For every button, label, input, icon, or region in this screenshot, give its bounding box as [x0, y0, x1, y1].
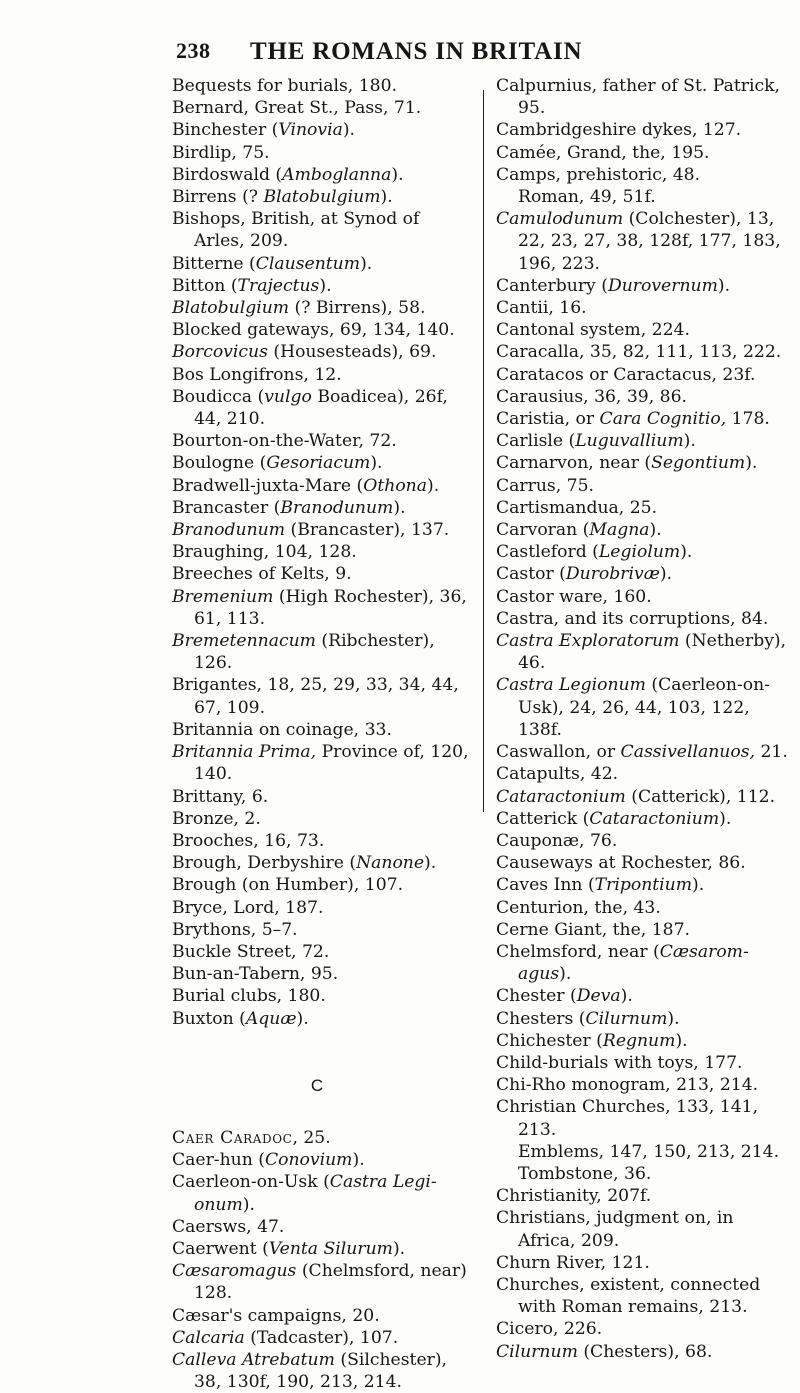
entry-italic-text: Nanone [356, 853, 425, 874]
entry-text: Cambridgeshire dykes, 127. [496, 120, 742, 141]
index-entry [172, 541, 472, 563]
entry-text: Bronze, 2. [172, 808, 261, 829]
entry-text: Bradwell-juxta-Mare ( [172, 475, 364, 496]
entry-italic-text: Durovernum [607, 275, 718, 296]
index-entry [496, 897, 796, 919]
index-entry [172, 941, 472, 963]
entry-italic-text: Cæsaromagus [172, 1261, 297, 1282]
entry-text: Carausius, 36, 39, 86. [496, 386, 687, 407]
entry-text: Bishops, British, at Synod of Arles, 209. [172, 209, 420, 252]
entry-italic-text: Bremetennacum [172, 631, 316, 652]
index-entry [496, 1185, 796, 1207]
entry-text: Camps, prehistoric, 48. [496, 164, 701, 185]
index-entry [172, 519, 472, 541]
index-entry [172, 808, 472, 830]
entry-text: Province of, 120, 140. [194, 742, 469, 785]
index-entry [496, 563, 796, 585]
entry-text: Tombstone, 36. [518, 1163, 652, 1184]
index-entry [496, 1074, 796, 1096]
entry-text: Cicero, 226. [496, 1319, 603, 1340]
entry-text: Castleford ( [496, 542, 599, 563]
index-entry [172, 319, 472, 341]
entry-text: Catapults, 42. [496, 764, 619, 785]
entry-text: Caer Caradoc [172, 1127, 293, 1148]
index-entry [496, 1030, 796, 1052]
entry-italic-text: Vinovia [278, 120, 343, 141]
index-entries-c [172, 1127, 472, 1393]
index-entry [172, 475, 472, 497]
entry-text: Britannia on coinage, 33. [172, 719, 392, 740]
entry-text: ). [393, 497, 406, 518]
entry-text: Calpurnius, father of St. Patrick, 95. [496, 76, 780, 119]
entry-text: Birdoswald ( [172, 164, 283, 185]
entry-text: ). [391, 164, 404, 185]
entry-text: ). [680, 542, 693, 563]
index-entry [172, 253, 472, 275]
index-entry [496, 830, 796, 852]
entry-text: Chelmsford, near ( [496, 941, 660, 962]
index-entry [172, 786, 472, 808]
page-number: 238 [176, 38, 211, 63]
entry-text: (Brancaster), 137. [285, 520, 450, 541]
entry-text: Boadicea), 26f, 44, 210. [194, 386, 448, 430]
entry-italic-text: Castra Legi-onum [194, 1172, 437, 1215]
entry-text: Breeches of Kelts, 9. [172, 564, 352, 585]
index-column-right [496, 75, 796, 1363]
index-entry [172, 430, 472, 452]
entry-text: 21. [754, 742, 788, 763]
entry-text: Cantii, 16. [496, 298, 587, 319]
entry-italic-text: Durobrivæ [565, 564, 660, 585]
entry-text: Caves Inn ( [496, 875, 595, 896]
index-entry [172, 1260, 472, 1304]
index-entry [496, 608, 796, 630]
entry-text: Burial clubs, 180. [172, 986, 326, 1007]
index-entry [172, 186, 472, 208]
entry-text: ). [380, 187, 393, 208]
entry-text: Brancaster ( [172, 497, 281, 518]
entry-text: Cæsar's campaigns, 20. [172, 1305, 380, 1326]
index-entry [172, 1305, 472, 1327]
entry-italic-text: Legiolum [598, 542, 681, 563]
index-entry [496, 430, 796, 452]
entry-text: Churches, existent, connected with Roman remains, 213. [496, 1274, 761, 1318]
index-entry [496, 1141, 796, 1163]
entry-text: Bos Longifrons, 12. [172, 364, 342, 385]
entry-text: Emblems, 147, 150, 213, 214. [518, 1141, 780, 1162]
entry-text: ). [242, 1194, 255, 1215]
index-entry [172, 1127, 472, 1149]
index-entry [496, 808, 796, 830]
entry-text: ). [296, 1008, 309, 1029]
entry-text: Caer-hun ( [172, 1150, 265, 1171]
entry-italic-text: Camulodunum [496, 209, 624, 230]
entry-italic-text: Britannia Prima, [172, 742, 317, 763]
entry-text: Castor ware, 160. [496, 586, 652, 607]
entry-italic-text: Castra Exploratorum [496, 631, 680, 652]
entry-text: ). [559, 964, 572, 985]
index-entry [496, 408, 796, 430]
entry-italic-text: Calleva Atrebatum [172, 1349, 335, 1370]
entry-italic-text: Blatobulgium [263, 187, 381, 208]
entry-text: Caerleon-on-Usk ( [172, 1172, 330, 1193]
index-entry [172, 1216, 472, 1238]
index-entry [496, 119, 796, 141]
entry-italic-text: Cataractonium [496, 786, 626, 807]
index-entry [496, 1052, 796, 1074]
index-entry [172, 341, 472, 363]
index-entry [496, 763, 796, 785]
index-entry [172, 119, 472, 141]
entry-text: Brooches, 16, 73. [172, 830, 325, 851]
index-entry [496, 1341, 796, 1363]
entry-text: Roman, 49, 51f. [518, 187, 656, 208]
entry-text: Christian Churches, 133, 141, 213. [496, 1097, 759, 1140]
entry-text: (Catterick), 112. [625, 786, 776, 807]
index-entry [496, 452, 796, 474]
entry-text: ). [675, 1030, 688, 1051]
entry-italic-text: Castra Legionum [496, 675, 646, 696]
index-entry [172, 897, 472, 919]
entry-italic-text: Bremenium [172, 586, 274, 607]
index-entry [496, 75, 796, 119]
index-entry [496, 919, 796, 941]
entry-text: Chichester ( [496, 1030, 603, 1051]
entry-text: ). [352, 1150, 365, 1171]
index-entry [496, 1318, 796, 1340]
entry-italic-text: Regnum [602, 1030, 676, 1051]
index-entry [172, 563, 472, 585]
entry-text: Carvoran ( [496, 520, 590, 541]
entry-text: (Netherby), 46. [518, 631, 787, 674]
index-entry [496, 541, 796, 563]
entry-text: Churn River, 121. [496, 1252, 650, 1273]
index-entry [172, 874, 472, 896]
entry-italic-text: Cataractonium [589, 808, 720, 829]
index-entry [172, 497, 472, 519]
index-entry [172, 586, 472, 630]
index-entry [172, 1238, 472, 1260]
entry-text: ). [667, 1008, 680, 1029]
entry-text: (Housesteads), 69. [267, 342, 437, 363]
entry-text: Carlisle ( [496, 431, 576, 452]
entry-text: ). [649, 520, 662, 541]
entry-italic-text: Othona [363, 475, 427, 496]
entry-text: Brittany, 6. [172, 786, 269, 807]
index-entry [172, 852, 472, 874]
entry-italic-text: Luguvallium [575, 431, 684, 452]
entry-text: (Caerleon-on-Usk), 24, 26, 44, 103, 122, 138f. [518, 675, 770, 740]
index-entry [172, 674, 472, 718]
entry-text: (Chelmsford, near) 128. [194, 1261, 467, 1304]
entry-text: (Ribchester), 126. [194, 631, 435, 674]
index-entry [496, 497, 796, 519]
entry-text: Brough (on Humber), 107. [172, 875, 404, 896]
entry-text: ). [426, 475, 440, 496]
entry-text: Carrus, 75. [496, 475, 594, 496]
index-entry [172, 364, 472, 386]
entry-italic-text: Gesoriacum [266, 453, 371, 474]
entry-italic-text: Magna [589, 520, 650, 541]
entry-text: Cantonal system, 224. [496, 320, 690, 341]
entry-italic-text: Branodunum [172, 520, 286, 541]
index-entry [496, 341, 796, 363]
entry-text: Chi-Rho monogram, 213, 214. [496, 1075, 759, 1096]
column-divider [483, 90, 484, 812]
index-entry [172, 275, 472, 297]
entry-italic-text: Venta Silurum [268, 1238, 393, 1259]
entry-text: Christians, judgment on, in Africa, 209. [496, 1208, 734, 1251]
index-entry [496, 186, 796, 208]
entry-italic-text: Calcaria [172, 1327, 245, 1348]
index-entry [172, 142, 472, 164]
entry-text: (Colchester), 13, 22, 23, 27, 38, 128f, 177, 183, 196, 223. [518, 209, 781, 274]
entry-italic-text: Blatobulgium [172, 298, 290, 319]
entry-text: Causeways at Rochester, 86. [496, 853, 746, 874]
entry-text: Birrens (? [172, 187, 264, 208]
entry-text: Caswallon, or [496, 742, 621, 763]
entry-text: Bernard, Great St., Pass, 71. [172, 98, 422, 119]
entry-text: Brythons, 5–7. [172, 919, 298, 940]
index-entry [496, 874, 796, 896]
entry-text: Caerwent ( [172, 1238, 269, 1259]
entry-text: Bryce, Lord, 187. [172, 897, 324, 918]
index-entry [172, 1149, 472, 1171]
entry-text: Centurion, the, 43. [496, 897, 661, 918]
entry-text: ). [719, 808, 732, 829]
index-entry [496, 364, 796, 386]
entry-text: (? Birrens), 58. [289, 298, 426, 319]
entry-italic-text: Cara Cognitio, [599, 409, 727, 430]
entry-text: Bourton-on-the-Water, 72. [172, 431, 397, 452]
entry-text: ). [717, 275, 731, 296]
index-entry [496, 142, 796, 164]
entry-text: Castra, and its corruptions, 84. [496, 608, 769, 629]
entry-italic-text: Borcovicus [172, 342, 268, 363]
entry-italic-text: Clausentum [255, 253, 361, 274]
entry-text: Cauponæ, 76. [496, 830, 618, 851]
entry-text: Chester ( [496, 986, 577, 1007]
entry-italic-text: Aquæ [245, 1008, 297, 1029]
index-column-left [172, 75, 472, 1393]
index-entry [496, 674, 796, 741]
entry-text: Brigantes, 18, 25, 29, 33, 34, 44, 67, 109. [172, 675, 459, 718]
index-entry [172, 75, 472, 97]
index-entry [172, 719, 472, 741]
index-entry [172, 452, 472, 474]
entry-text: Canterbury ( [496, 275, 608, 296]
entry-text: , 25. [292, 1127, 331, 1148]
index-entries-b [172, 75, 472, 1030]
index-entry [172, 208, 472, 252]
entry-text: Bun-an-Tabern, 95. [172, 964, 339, 985]
index-entry [496, 519, 796, 541]
index-entry [496, 208, 796, 275]
entry-text: Caristia, or [496, 409, 600, 430]
entry-text: ). [424, 853, 437, 874]
entry-italic-text: Tripontium [594, 875, 693, 896]
section-letter: C [310, 1075, 324, 1095]
index-entry [496, 475, 796, 497]
entry-italic-text: Cilurnum [496, 1341, 578, 1362]
entry-text: Cartismandua, 25. [496, 497, 658, 518]
entry-text: ). [319, 275, 332, 296]
index-entry [172, 963, 472, 985]
entry-text: Buxton ( [172, 1008, 246, 1029]
entry-text: Caratacos or Caractacus, 23f. [496, 364, 756, 385]
index-entry [172, 1327, 472, 1349]
entry-text: ). [370, 453, 383, 474]
entry-text: Brough, Derbyshire ( [172, 853, 357, 874]
index-entry [172, 630, 472, 674]
index-entry [172, 741, 472, 785]
entry-text: Bequests for burials, 180. [172, 76, 397, 96]
entry-text: ). [360, 253, 373, 274]
index-entry [496, 741, 796, 763]
index-entry [496, 1008, 796, 1030]
index-entry [496, 1252, 796, 1274]
entry-text: Caracalla, 35, 82, 111, 113, 222. [496, 342, 782, 363]
index-entry [496, 586, 796, 608]
entry-text: Castor ( [496, 564, 566, 585]
entry-text: (High Rochester), 36, 61, 113. [194, 586, 467, 629]
index-entry [496, 630, 796, 674]
entry-text: 178. [726, 409, 770, 430]
index-entry [172, 985, 472, 1007]
entry-italic-text: Cæsarom-agus [518, 941, 749, 985]
entry-text: ). [692, 875, 705, 896]
index-entry [496, 852, 796, 874]
entry-italic-text: Amboglanna [282, 164, 392, 185]
entry-text: Boulogne ( [172, 453, 267, 474]
entry-text: Camée, Grand, the, 195. [496, 142, 710, 163]
index-entry [496, 275, 796, 297]
index-entry [496, 1096, 796, 1140]
entry-text: ). [745, 453, 758, 474]
entry-text: (Chesters), 68. [577, 1341, 713, 1362]
running-header [0, 38, 800, 70]
entry-italic-text: vulgo [264, 386, 312, 407]
entry-text: Caersws, 47. [172, 1216, 285, 1237]
entry-italic-text: Branodunum [280, 497, 394, 518]
entry-italic-text: Deva [576, 986, 621, 1007]
index-entry [172, 97, 472, 119]
entry-italic-text: Trajectus [237, 275, 320, 296]
index-entry [496, 941, 796, 985]
entry-text: Carnarvon, near ( [496, 453, 652, 474]
entry-text: Boudicca ( [172, 386, 265, 407]
index-entry [496, 1274, 796, 1318]
index-entry [496, 985, 796, 1007]
index-entry [172, 164, 472, 186]
index-entry [496, 297, 796, 319]
entry-text: Chesters ( [496, 1008, 586, 1029]
entry-text: Child-burials with toys, 177. [496, 1052, 743, 1073]
entry-text: (Tadcaster), 107. [244, 1327, 399, 1348]
entry-text: Christianity, 207f. [496, 1186, 652, 1207]
entry-italic-text: Segontium [651, 453, 746, 474]
entry-italic-text: Cassivellanuos, [620, 742, 755, 763]
entry-text: Braughing, 104, 128. [172, 542, 357, 563]
index-entry [496, 164, 796, 186]
entry-text: Catterick ( [496, 808, 590, 829]
index-entry [172, 1171, 472, 1215]
index-entry [496, 786, 796, 808]
entry-text: Blocked gateways, 69, 134, 140. [172, 320, 455, 341]
entry-text: ). [620, 986, 633, 1007]
entry-italic-text: Conovium [264, 1150, 353, 1171]
index-entry [496, 1163, 796, 1185]
entry-text: Bitterne ( [172, 253, 256, 274]
index-entry [172, 1349, 472, 1393]
entry-text: ). [342, 120, 356, 141]
entry-text: Buckle Street, 72. [172, 941, 330, 962]
entry-text: Binchester ( [172, 120, 279, 141]
index-entry [172, 830, 472, 852]
index-entry [496, 319, 796, 341]
index-entry [172, 297, 472, 319]
index-entry [496, 386, 796, 408]
entry-text: Bitton ( [172, 275, 238, 296]
index-entry [496, 1207, 796, 1251]
running-title: THE ROMANS IN BRITAIN [250, 38, 583, 65]
entry-text: ). [683, 431, 696, 452]
entry-text: Birdlip, 75. [172, 142, 270, 163]
index-entry [172, 1008, 472, 1030]
entry-text: Cerne Giant, the, 187. [496, 919, 690, 940]
index-entries-c-continued [496, 75, 796, 1363]
index-entry [172, 919, 472, 941]
entry-text: (Silchester), 38, 130f, 190, 213, 214. [194, 1349, 448, 1393]
entry-text: ). [392, 1238, 406, 1259]
entry-italic-text: Cilurnum [585, 1008, 668, 1029]
index-entry [172, 386, 472, 430]
entry-text: ). [659, 564, 673, 585]
